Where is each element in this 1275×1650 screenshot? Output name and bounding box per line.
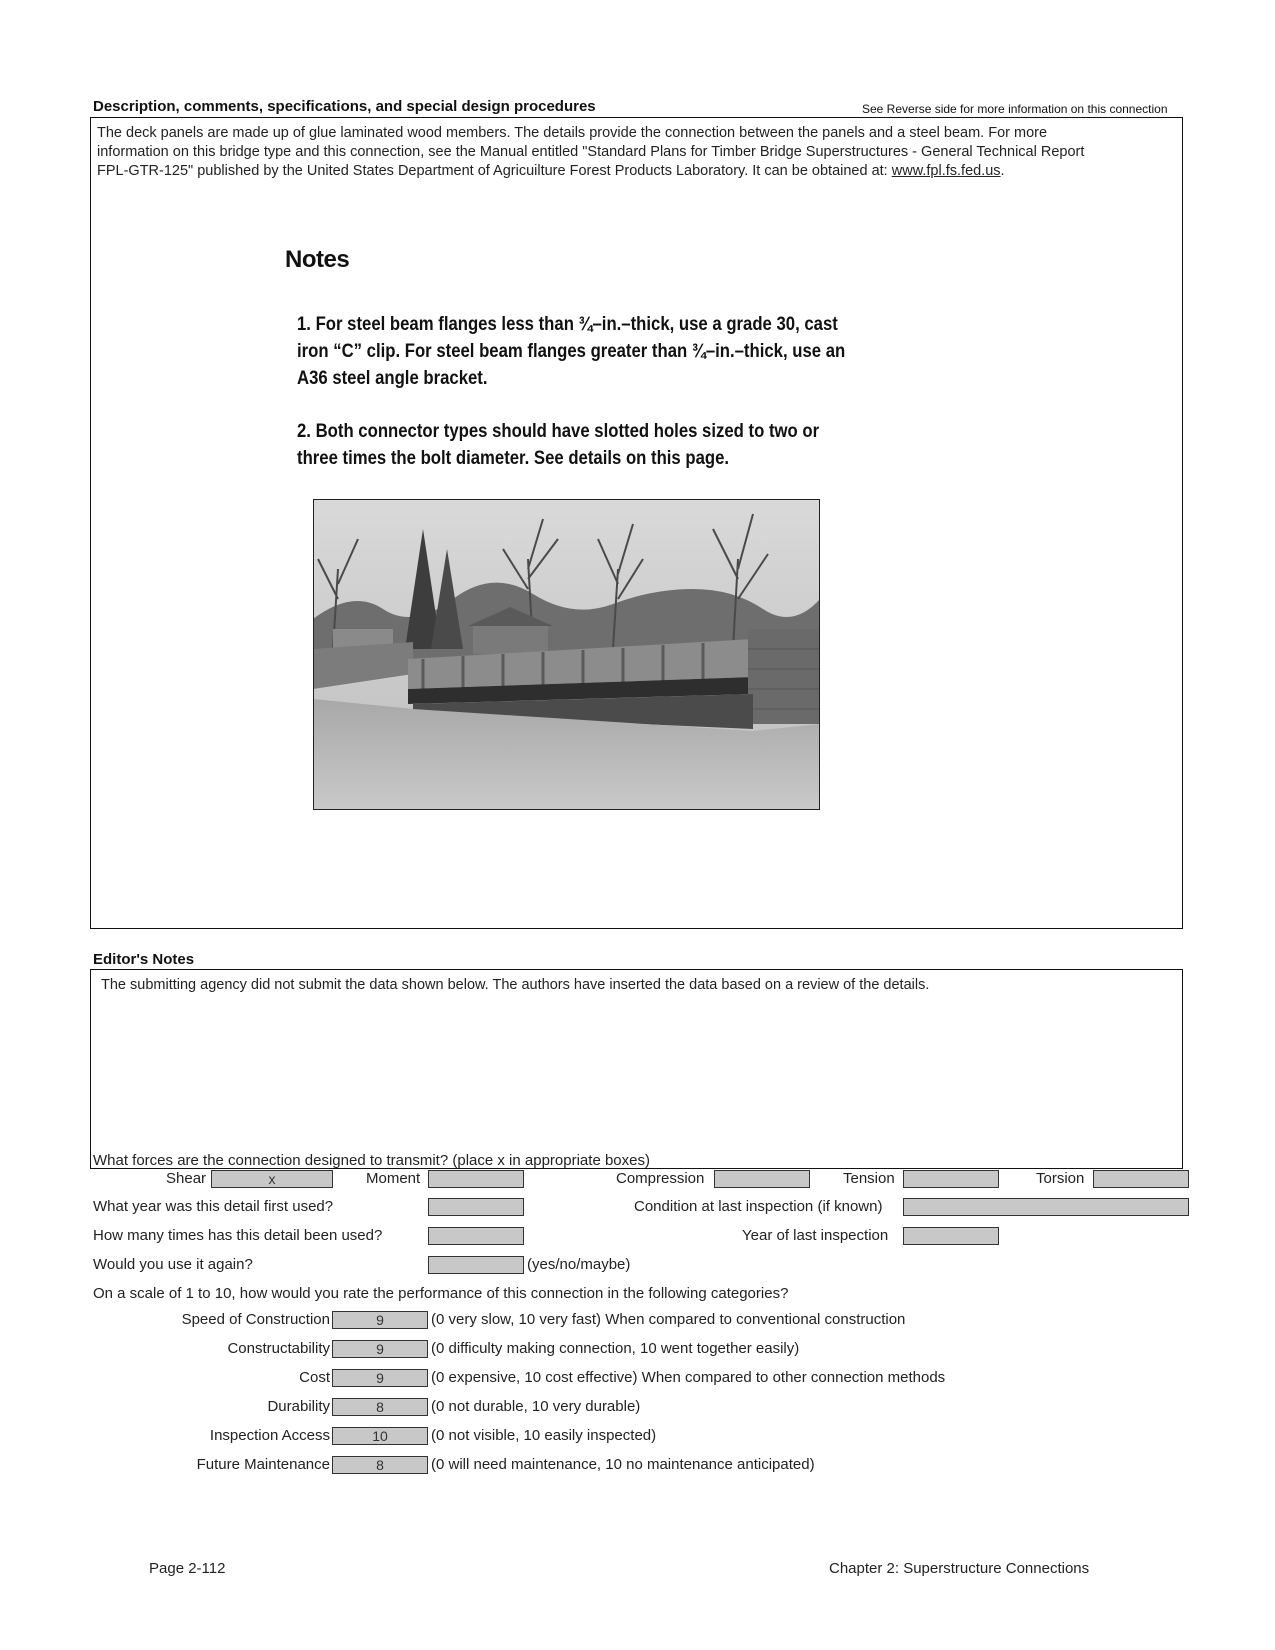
condition-question: Condition at last inspection (if known) xyxy=(634,1198,883,1215)
description-title: Description, comments, specifications, and special design procedures xyxy=(93,98,596,115)
durability-label: Durability xyxy=(267,1398,330,1415)
use-again-hint: (yes/no/maybe) xyxy=(527,1256,631,1273)
moment-label: Moment xyxy=(366,1170,421,1187)
year-inspection-question: Year of last inspection xyxy=(742,1227,889,1244)
inspection-access-label: Inspection Access xyxy=(209,1427,330,1444)
year-inspection-field[interactable] xyxy=(903,1227,999,1245)
reverse-side-note: See Reverse side for more information on this connection xyxy=(862,102,1168,116)
future-maintenance-hint: (0 will need maintenance, 10 no maintenance anticipated) xyxy=(431,1456,815,1473)
cost-hint: (0 expensive, 10 cost effective) When compared to other connection methods xyxy=(431,1369,946,1386)
constructability-field[interactable]: 9 xyxy=(332,1340,428,1358)
torsion-field[interactable] xyxy=(1093,1170,1189,1188)
description-box xyxy=(90,117,1183,929)
editors-notes-title: Editor's Notes xyxy=(93,951,195,968)
editors-notes-text: The submitting agency did not submit the data shown below. The authors have inserted the data based on a review of the details. xyxy=(101,977,930,993)
future-maintenance-field[interactable]: 8 xyxy=(332,1456,428,1474)
times-used-field[interactable] xyxy=(428,1227,524,1245)
year-first-field[interactable] xyxy=(428,1198,524,1216)
note-1: 1. For steel beam flanges less than ¾–in.–thick, use a grade 30, cast iron “C” clip. For steel beam flanges greater than ¾–in.–thick, use an A36 steel angle bracket. xyxy=(297,314,846,389)
compression-label: Compression xyxy=(616,1170,705,1187)
fpl-link[interactable]: www.fpl.fs.fed.us xyxy=(891,163,1001,179)
speed-label: Speed of Construction xyxy=(181,1311,330,1328)
constructability-label: Constructability xyxy=(227,1340,330,1357)
cost-label: Cost xyxy=(299,1369,330,1386)
page-number: Page 2-112 xyxy=(149,1560,226,1577)
tension-label: Tension xyxy=(843,1170,895,1187)
constructability-hint: (0 difficulty making connection, 10 went together easily) xyxy=(431,1340,800,1357)
editors-notes-box xyxy=(90,969,1183,1169)
moment-field[interactable] xyxy=(428,1170,524,1188)
ratings-question: On a scale of 1 to 10, how would you rate the performance of this connection in the following categories? xyxy=(93,1285,789,1302)
durability-field[interactable]: 8 xyxy=(332,1398,428,1416)
torsion-label: Torsion xyxy=(1036,1170,1085,1187)
note-2: 2. Both connector types should have slotted holes sized to two or three times the bolt diameter. See details on this page. xyxy=(297,421,820,469)
year-first-question: What year was this detail first used? xyxy=(93,1198,334,1215)
inspection-access-hint: (0 not visible, 10 easily inspected) xyxy=(431,1427,657,1444)
cost-field[interactable]: 9 xyxy=(332,1369,428,1387)
future-maintenance-label: Future Maintenance xyxy=(196,1456,330,1473)
use-again-question: Would you use it again? xyxy=(93,1256,253,1273)
notes-heading: Notes xyxy=(285,246,350,273)
condition-field[interactable] xyxy=(903,1198,1189,1216)
use-again-field[interactable] xyxy=(428,1256,524,1274)
durability-hint: (0 not durable, 10 very durable) xyxy=(431,1398,641,1415)
description-text: The deck panels are made up of glue laminated wood members. The details provide the connection between the panels and a steel beam. For more information on this bridge type and this connection, see the Manual entitled "Standard Plans for Timber Bridge Superstructures - General Technical Report FPL-GTR-125" published by the United States Department of Agricuilture Forest Products Laboratory. It can be obtained at: www.fpl.fs.fed.us. xyxy=(97,125,1085,179)
forces-question: What forces are the connection designed to transmit? (place x in appropriate boxes) xyxy=(93,1152,650,1169)
inspection-access-field[interactable]: 10 xyxy=(332,1427,428,1445)
speed-hint: (0 very slow, 10 very fast) When compared to conventional construction xyxy=(431,1311,906,1328)
bridge-photo xyxy=(313,499,820,810)
compression-field[interactable] xyxy=(714,1170,810,1188)
tension-field[interactable] xyxy=(903,1170,999,1188)
speed-field[interactable]: 9 xyxy=(332,1311,428,1329)
shear-field[interactable]: x xyxy=(211,1170,333,1188)
chapter-title: Chapter 2: Superstructure Connections xyxy=(829,1560,1090,1577)
shear-label: Shear xyxy=(166,1170,207,1187)
times-used-question: How many times has this detail been used? xyxy=(93,1227,383,1244)
